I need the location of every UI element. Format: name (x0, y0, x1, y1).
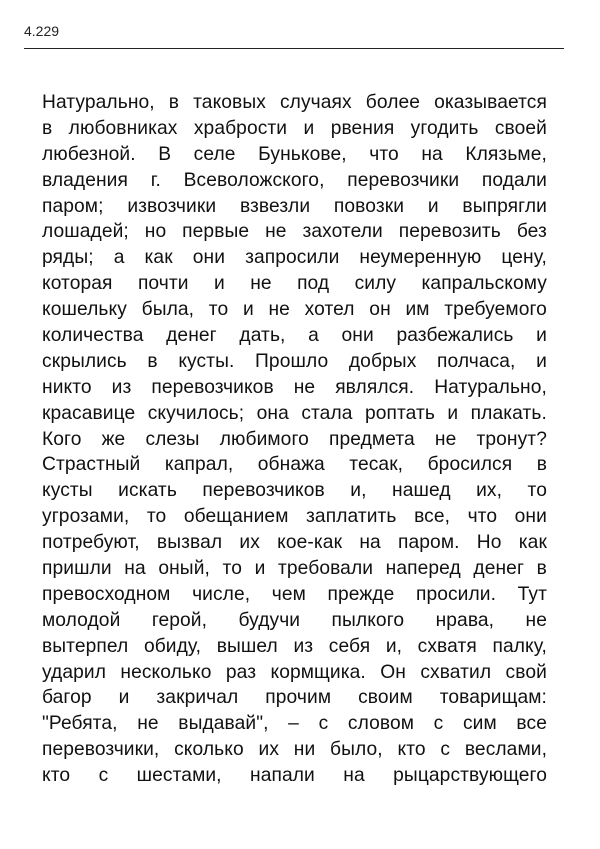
word: то (527, 480, 547, 502)
word: свой (505, 661, 547, 683)
word: обиду, (143, 635, 202, 657)
word: Бунькове, (258, 143, 347, 165)
text-line (42, 194, 547, 220)
word: и (254, 558, 266, 580)
word: наперед (385, 558, 461, 580)
word: а (113, 247, 125, 269)
word: сколько (174, 739, 244, 761)
text-line (42, 530, 547, 556)
word: то (208, 299, 229, 321)
word: взвезли (239, 195, 311, 217)
word: роптать (364, 402, 435, 424)
word: владения (42, 169, 128, 191)
word: капрал, (164, 454, 234, 476)
word: цену, (501, 247, 547, 269)
word: как (518, 532, 547, 554)
word: паром. (398, 532, 460, 554)
word: и (242, 299, 254, 321)
text-line (42, 323, 547, 349)
word: себя (328, 635, 371, 657)
text-line (42, 452, 547, 478)
word: кто (397, 739, 426, 761)
word: с (433, 713, 444, 735)
word: багор (42, 687, 92, 709)
word: в (536, 558, 547, 580)
word: искать (118, 480, 177, 502)
word: словом (347, 713, 415, 735)
word: сим (462, 713, 497, 735)
word: бросился (427, 454, 513, 476)
word: прочим (265, 687, 332, 709)
word: Натурально, (42, 92, 155, 113)
word: любовниках (68, 117, 178, 139)
word: своим (358, 687, 413, 709)
word: скучилось; (147, 402, 245, 424)
word: храбрости (193, 117, 288, 139)
word: кусты (42, 480, 93, 502)
word: "Ребята, (42, 713, 118, 735)
word: вытерпел (42, 635, 129, 657)
word: Всеволожского, (183, 169, 325, 191)
word: кто (42, 765, 71, 787)
word: напали (250, 765, 315, 787)
text-line (42, 556, 547, 582)
word: же (101, 428, 126, 450)
word: вызвал (156, 532, 223, 554)
word: их (239, 532, 260, 554)
word: веслами, (464, 739, 547, 761)
text-line (42, 763, 547, 789)
word: молодой (42, 609, 121, 631)
text-line (42, 90, 547, 116)
page-number: 4.229 (24, 23, 60, 39)
word: с (98, 765, 109, 787)
word: в (147, 350, 158, 372)
word: раз (225, 661, 257, 683)
word: они (341, 325, 374, 347)
word: Прошло (255, 350, 329, 372)
text-line (42, 634, 547, 660)
word: чем (271, 583, 306, 605)
word: было, (330, 739, 383, 761)
text-line (42, 711, 547, 737)
word: полчаса, (437, 350, 516, 372)
word: силу (354, 273, 397, 295)
word: под (297, 273, 330, 295)
word: оный, (158, 558, 210, 580)
word: что (467, 506, 498, 528)
word: герой, (151, 609, 208, 631)
word: с (318, 713, 329, 735)
word: на (421, 143, 443, 165)
word: кусты. (178, 350, 235, 372)
word: на (343, 765, 365, 787)
word: все, (414, 506, 451, 528)
word: почти (137, 273, 189, 295)
word: выдавай", (178, 713, 269, 735)
word: нашед (392, 480, 451, 502)
word: повозки (333, 195, 405, 217)
word: оказывается (434, 92, 547, 113)
word: нрава, (435, 609, 495, 631)
word: потребуют, (42, 532, 140, 554)
word: товарищам: (439, 687, 547, 709)
word: требуемого (444, 299, 547, 321)
word: все (516, 713, 547, 735)
word: заплатить (306, 506, 397, 528)
word: более (365, 92, 421, 113)
word: перевозчики (347, 169, 460, 191)
word: никто (42, 376, 92, 398)
word: угрозами, (42, 506, 130, 528)
word: шестами, (136, 765, 222, 787)
word: рвения (330, 117, 395, 139)
word: кое-как (277, 532, 343, 554)
word: она (256, 402, 289, 424)
word: добрых (348, 350, 417, 372)
word: ударил (42, 661, 107, 683)
word: разбежались (396, 325, 514, 347)
text-line (42, 219, 547, 245)
word: денег (166, 325, 217, 347)
word: несколько (120, 661, 212, 683)
text-line (42, 685, 547, 711)
word: схватя (417, 635, 477, 657)
word: пылкого (331, 609, 405, 631)
text-line (42, 168, 547, 194)
word: подали (481, 169, 547, 191)
word: Кого (42, 428, 82, 450)
word: и (213, 273, 225, 295)
word: не (293, 376, 316, 398)
word: угодить (410, 117, 479, 139)
word: не (268, 299, 290, 321)
word: красавице (42, 402, 136, 424)
word: в (42, 117, 53, 139)
word: Он (380, 661, 406, 683)
word: запросили (245, 247, 340, 269)
word: прежде (327, 583, 395, 605)
word: перевозчиков (151, 376, 274, 398)
word: пришли (42, 558, 112, 580)
word: будучи (238, 609, 301, 631)
word: в (536, 454, 547, 476)
word: с (440, 739, 451, 761)
word: обнажа (257, 454, 325, 476)
word: требовали (278, 558, 374, 580)
text-line (42, 401, 547, 427)
word: не (525, 609, 547, 631)
word: капральскому (421, 273, 547, 295)
text-line (42, 608, 547, 634)
word: и (427, 195, 439, 217)
word: на (124, 558, 146, 580)
text-line (42, 737, 547, 763)
word: они (192, 247, 226, 269)
word: денег (473, 558, 525, 580)
word: не (137, 713, 159, 735)
word: кошельку (42, 299, 127, 321)
word: они (514, 506, 547, 528)
word: была, (141, 299, 195, 321)
word: предмета (329, 428, 415, 450)
word: любезной. (42, 143, 136, 165)
text-line (42, 271, 547, 297)
word: превосходном (42, 583, 171, 605)
page-header (24, 22, 564, 49)
word: Страстный (42, 454, 141, 476)
word: слезы (145, 428, 200, 450)
text-line (42, 116, 547, 142)
word: своей (494, 117, 547, 139)
word: стала (301, 402, 353, 424)
text-line (42, 375, 547, 401)
text-line (42, 582, 547, 608)
word: и (536, 350, 547, 372)
word: без (516, 221, 547, 243)
word: хотел (304, 299, 355, 321)
word: Клязьме, (465, 143, 547, 165)
text-line (42, 660, 547, 686)
word: и (303, 117, 315, 139)
word: выпрягли (462, 195, 547, 217)
word: извозчики (127, 195, 217, 217)
text-line (42, 142, 547, 168)
word: но (144, 221, 167, 243)
word: перевозчиков (202, 480, 325, 502)
word: случаях (279, 92, 352, 113)
word: закричал (156, 687, 239, 709)
word: а (308, 325, 319, 347)
word: дать, (239, 325, 286, 347)
word: их, (476, 480, 503, 502)
word: из (293, 635, 314, 657)
word: ни (293, 739, 316, 761)
word: то (222, 558, 242, 580)
word: их (258, 739, 280, 761)
word: числе, (192, 583, 251, 605)
word: Тут (517, 583, 547, 605)
word: первые (182, 221, 250, 243)
word: и, (350, 480, 367, 502)
word: не (250, 273, 272, 295)
word: лошадей; (42, 221, 129, 243)
word: рыцарствующего (393, 765, 547, 787)
word: схватил (420, 661, 492, 683)
word: перевозить (398, 221, 501, 243)
word: Натурально, (434, 376, 547, 398)
text-body (42, 90, 547, 789)
word: в (168, 92, 180, 113)
word: г. (150, 169, 161, 191)
word: которая (42, 273, 113, 295)
word: и, (385, 635, 403, 657)
word: неумеренную (359, 247, 482, 269)
text-line (42, 297, 547, 323)
word: он (369, 299, 391, 321)
word: то (146, 506, 167, 528)
word: – (288, 713, 299, 735)
word: как (144, 247, 173, 269)
word: любимого (219, 428, 309, 450)
word: на (359, 532, 381, 554)
word: Но (476, 532, 502, 554)
word: вышел (216, 635, 278, 657)
text-line (42, 427, 547, 453)
word: являлся. (335, 376, 415, 398)
word: селе (193, 143, 236, 165)
text-line (42, 245, 547, 271)
word: паром; (42, 195, 104, 217)
word: таковых (193, 92, 266, 113)
word: из (111, 376, 132, 398)
word: что (369, 143, 399, 165)
text-line (42, 349, 547, 375)
word: кормщика. (270, 661, 366, 683)
word: им (405, 299, 430, 321)
word: обещанием (183, 506, 289, 528)
word: плакать. (470, 402, 547, 424)
word: палку, (492, 635, 547, 657)
word: просили. (415, 583, 497, 605)
text-line (42, 504, 547, 530)
text-line (42, 478, 547, 504)
word: ряды; (42, 247, 94, 269)
word: и (536, 325, 547, 347)
word: количества (42, 325, 144, 347)
word: и (447, 402, 459, 424)
word: тесак, (349, 454, 404, 476)
word: перевозчики, (42, 739, 160, 761)
word: не (434, 428, 457, 450)
word: захотели (302, 221, 383, 243)
word: В (158, 143, 172, 165)
word: и (118, 687, 130, 709)
word: не (265, 221, 287, 243)
word: скрылись (42, 350, 127, 372)
word: тронут? (476, 428, 547, 450)
